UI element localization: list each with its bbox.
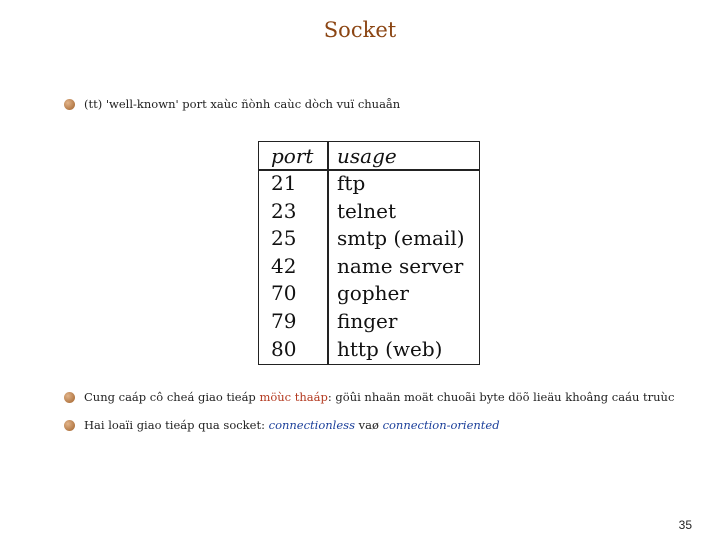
page-number: 35 <box>678 518 692 532</box>
table-cell-port: 80 <box>271 337 297 361</box>
bullet-text-mid: vaø <box>354 418 383 432</box>
table-cell-port: 42 <box>271 254 297 278</box>
bullet-text: (tt) 'well-known' port xaùc ñònh caùc dòch vuï chuaån <box>84 97 401 111</box>
bullet-socket-types <box>64 418 500 432</box>
port-table <box>258 141 480 365</box>
table-cell-port: 70 <box>271 281 297 305</box>
table-cell-usage: smtp (email) <box>337 226 465 250</box>
slide-title: Socket <box>323 18 397 42</box>
table-cell-port: 79 <box>271 309 297 333</box>
table-cell-usage: gopher <box>337 281 409 305</box>
bullet-text-pre: Cung caáp cô cheá giao tieáp <box>84 390 260 404</box>
term-connectionless: connectionless <box>268 418 355 432</box>
bullet-well-known-ports <box>64 97 400 111</box>
table-cell-port: 25 <box>271 226 297 250</box>
bullet-dot-icon <box>64 392 75 403</box>
table-cell-usage: finger <box>337 309 398 333</box>
table-cell-port: 23 <box>271 199 297 223</box>
bullet-text-pre: Hai loaïi giao tieáp qua socket: <box>84 418 269 432</box>
table-cell-usage: ftp <box>337 171 366 195</box>
bullet-highlight: möùc thaáp <box>259 390 328 404</box>
bullet-dot-icon <box>64 99 75 110</box>
table-cell-usage: http (web) <box>337 337 443 361</box>
table-header-usage: usage <box>337 144 397 168</box>
table-header-port: port <box>271 144 314 168</box>
bullet-text-post: : göûi nhaän moät chuoãi byte döõ lieäu khoâng caáu truùc <box>327 390 675 404</box>
bullet-text <box>84 418 500 432</box>
table-column-divider <box>327 142 329 364</box>
term-connection-oriented: connection-oriented <box>382 418 500 432</box>
table-cell-port: 21 <box>271 171 297 195</box>
bullet-text <box>84 390 674 404</box>
bullet-dot-icon <box>64 420 75 431</box>
bullet-low-level <box>64 390 674 404</box>
table-cell-usage: telnet <box>337 199 397 223</box>
table-cell-usage: name server <box>337 254 464 278</box>
